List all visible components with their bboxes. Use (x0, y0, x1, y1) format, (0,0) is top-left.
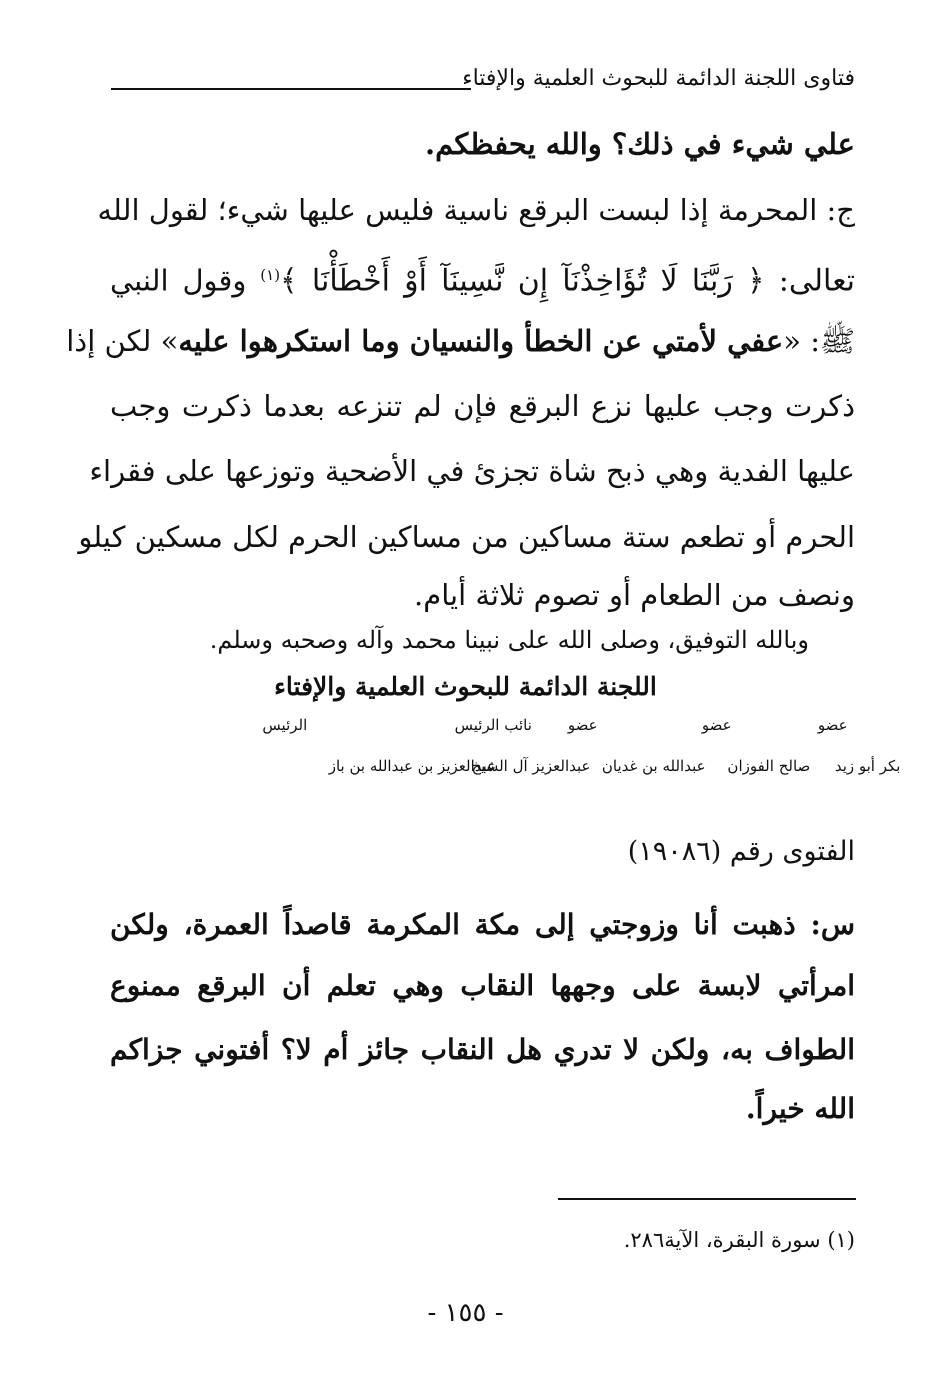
signatory-role-4: نائب الرئيس (454, 716, 532, 734)
signatory-name-1: بكر أبو زيد (834, 757, 901, 775)
running-header-title: فتاوى اللجنة الدائمة للبحوث العلمية والإفتاء (462, 66, 855, 91)
closing-formula: وبالله التوفيق، وصلى الله على نبينا محمد وآله وصحبه وسلم. (209, 626, 809, 654)
question-ending-line: علي شيء في ذلك؟ والله يحفظكم. (425, 127, 855, 161)
header-rule (111, 88, 471, 90)
committee-name: اللجنة الدائمة للبحوث العلمية والإفتاء (274, 672, 657, 701)
page-number: - ١٥٥ - (427, 1298, 504, 1328)
signatory-role-1: عضو (817, 716, 848, 734)
answer-line-3-start: ﷺ: « (783, 324, 855, 358)
question-line-4: الله خيراً. (745, 1092, 855, 1125)
footnote-text: (١) سورة البقرة، الآية٢٨٦. (623, 1228, 855, 1252)
signatory-role-3: عضو (567, 716, 598, 734)
signatory-name-5: عبدالعزيز بن عبدالله بن باز (328, 757, 497, 775)
answer-line-5: عليها الفدية وهي ذبح شاة تجزئ في الأضحية وتوزعها على فقراء (89, 454, 855, 488)
answer-line-1: ج: المحرمة إذا لبست البرقع ناسية فليس عليها شيء؛ لقول الله (97, 193, 855, 227)
quran-verse: تعالى: ﴿ رَبَّنَا لَا تُؤَاخِذْنَآ إِن نَّسِينَآ أَوْ أَخْطَأْنَا ﴾ (280, 263, 856, 299)
signatory-name-3: عبدالله بن غديان (601, 757, 706, 775)
answer-line-3-tail: » لكن إذا (66, 324, 179, 358)
answer-line-2 (110, 255, 855, 302)
signatory-name-4: عبدالعزيز آل الشيخ (471, 757, 591, 775)
answer-line-2-tail: وقول النبي (110, 263, 261, 298)
footnote-rule (558, 1198, 856, 1200)
signatory-role-5: الرئيس (262, 716, 308, 734)
answer-line-6: الحرم أو تطعم ستة مساكين من مساكين الحرم لكل مسكين كيلو (78, 520, 855, 554)
answer-line-4: ذكرت وجب عليها نزع البرقع فإن لم تنزعه بعدما ذكرت وجب (110, 389, 855, 423)
fatwa-number: الفتوى رقم (١٩٠٨٦) (627, 836, 855, 867)
question-line-1: س: ذهبت أنا وزوجتي إلى مكة المكرمة قاصداً العمرة، ولكن (110, 908, 855, 941)
signatory-role-2: عضو (701, 716, 732, 734)
question-line-2: امرأتي لابسة على وجهها النقاب وهي تعلم أن البرقع ممنوع (110, 969, 855, 1002)
signatory-name-2: صالح الفوزان (727, 757, 811, 775)
answer-line-3 (66, 321, 855, 361)
footnote-reference: (١) (260, 266, 281, 284)
answer-line-7: ونصف من الطعام أو تصوم ثلاثة أيام. (414, 578, 855, 612)
hadith-text: عفي لأمتي عن الخطأ والنسيان وما استكرهوا عليه (178, 324, 784, 358)
question-line-3: الطواف به، ولكن لا تدري هل النقاب جائز أم لا؟ أفتوني جزاكم (110, 1033, 855, 1066)
